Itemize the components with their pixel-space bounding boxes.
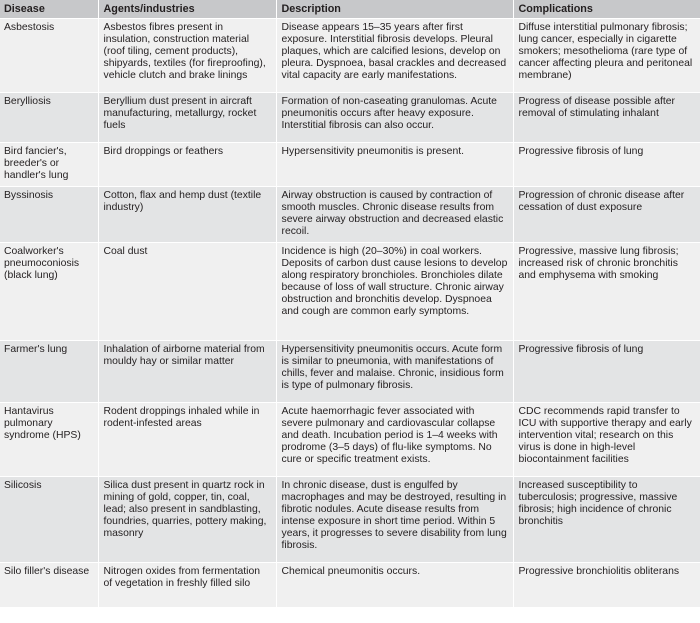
complications-cell: Progressive, massive lung fibrosis; increased risk of chronic bronchitis and emphysema with smoking — [513, 243, 700, 341]
agents-cell: Bird droppings or feathers — [98, 143, 276, 187]
disease-cell: Silo filler's disease — [0, 563, 98, 607]
agents-cell: Silica dust present in quartz rock in mining of gold, copper, tin, coal, lead; also present in sandblasting, foundries, quarries, pottery making, masonry — [98, 477, 276, 563]
table-row — [0, 93, 700, 143]
complications-cell: Progressive bronchiolitis obliterans — [513, 563, 700, 607]
complications-cell: Progressive fibrosis of lung — [513, 341, 700, 403]
header-complications: Complications — [513, 0, 700, 19]
disease-cell: Bird fancier's, breeder's or handler's lung — [0, 143, 98, 187]
description-cell: Incidence is high (20–30%) in coal workers. Deposits of carbon dust cause lesions to develop along respiratory bronchioles. Bronchioles dilate because of loss of wall structure. Chronic airway obstruction and bronchitis develop. Dyspnoea and cough are common early symptoms. — [276, 243, 513, 341]
agents-cell: Coal dust — [98, 243, 276, 341]
agents-cell: Asbestos fibres present in insulation, construction material (roof tiling, cement products), shipyards, textiles (for fireproofing), vehicle clutch and brake linings — [98, 19, 276, 93]
disease-cell: Hantavirus pulmonary syndrome (HPS) — [0, 403, 98, 477]
complications-cell: CDC recommends rapid transfer to ICU with supportive therapy and early intervention vital; research on this virus is done in high-level biocontainment facilities — [513, 403, 700, 477]
description-cell: Hypersensitivity pneumonitis is present. — [276, 143, 513, 187]
disease-cell: Asbestosis — [0, 19, 98, 93]
disease-cell: Berylliosis — [0, 93, 98, 143]
description-cell: Hypersensitivity pneumonitis occurs. Acute form is similar to pneumonia, with manifestations of chills, fever and malaise. Chronic, insidious form is type of pulmonary fibrosis. — [276, 341, 513, 403]
disease-cell: Coalworker's pneumoconiosis (black lung) — [0, 243, 98, 341]
complications-cell: Increased susceptibility to tuberculosis; progressive, massive fibrosis; high incidence of chronic bronchitis — [513, 477, 700, 563]
description-cell: Chemical pneumonitis occurs. — [276, 563, 513, 607]
table-row — [0, 187, 700, 243]
table-row — [0, 143, 700, 187]
description-cell: Airway obstruction is caused by contraction of smooth muscles. Chronic disease results from severe airway obstruction and decreased elastic recoil. — [276, 187, 513, 243]
disease-cell: Silicosis — [0, 477, 98, 563]
table-row — [0, 243, 700, 341]
header-disease: Disease — [0, 0, 98, 19]
table-row — [0, 477, 700, 563]
agents-cell: Nitrogen oxides from fermentation of vegetation in freshly filled silo — [98, 563, 276, 607]
description-cell: Disease appears 15–35 years after first exposure. Interstitial fibrosis develops. Pleural plaques, which are calcified lesions, develop on pleura. Dyspnoea, basal crackles and decreased vital capacity are early manifestations. — [276, 19, 513, 93]
agents-cell: Cotton, flax and hemp dust (textile industry) — [98, 187, 276, 243]
table-row — [0, 19, 700, 93]
description-cell: In chronic disease, dust is engulfed by macrophages and may be destroyed, resulting in fibrotic nodules. Acute disease results from intense exposure in short time period. Within 5 years, it progresses to severe disability from lung fibrosis. — [276, 477, 513, 563]
table-row — [0, 341, 700, 403]
disease-cell: Farmer's lung — [0, 341, 98, 403]
agents-cell: Inhalation of airborne material from mouldy hay or similar matter — [98, 341, 276, 403]
agents-cell: Rodent droppings inhaled while in rodent-infested areas — [98, 403, 276, 477]
table-row — [0, 403, 700, 477]
table-row — [0, 563, 700, 607]
header-row — [0, 0, 700, 19]
description-cell: Formation of non-caseating granulomas. Acute pneumonitis occurs after heavy exposure. Interstitial fibrosis can also occur. — [276, 93, 513, 143]
complications-cell: Progress of disease possible after removal of stimulating inhalant — [513, 93, 700, 143]
complications-cell: Diffuse interstitial pulmonary fibrosis; lung cancer, especially in cigarette smokers; mesothelioma (rare type of cancer affecting pleura and peritoneal membrane) — [513, 19, 700, 93]
complications-cell: Progression of chronic disease after cessation of dust exposure — [513, 187, 700, 243]
agents-cell: Beryllium dust present in aircraft manufacturing, metallurgy, rocket fuels — [98, 93, 276, 143]
header-agents: Agents/industries — [98, 0, 276, 19]
complications-cell: Progressive fibrosis of lung — [513, 143, 700, 187]
disease-cell: Byssinosis — [0, 187, 98, 243]
header-description: Description — [276, 0, 513, 19]
description-cell: Acute haemorrhagic fever associated with severe pulmonary and cardiovascular collapse and death. Incubation period is 1–4 weeks with prodrome (3–5 days) of flu-like symptoms. No cure or specific treatment exists. — [276, 403, 513, 477]
